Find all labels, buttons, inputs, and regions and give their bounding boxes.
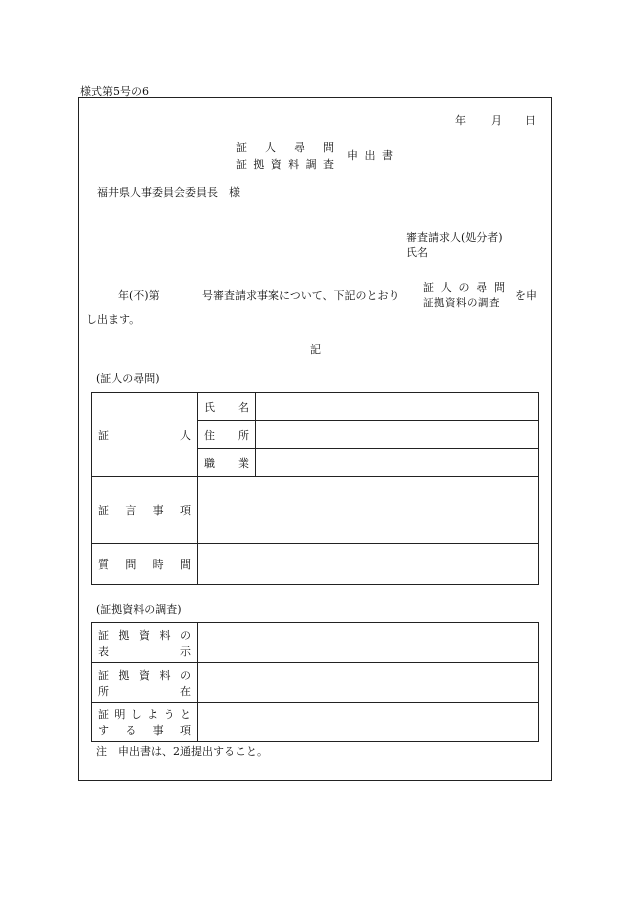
body-choice-2: 証拠資料の調査 [423,297,500,309]
requester-label: 審査請求人(処分者) [406,231,503,244]
occupation-label-cell: 職 業 [198,449,256,477]
testimony-value-cell[interactable] [198,477,539,544]
section2-heading: (証拠資料の調査) [96,603,182,616]
evidence-label-cell-1: 証 拠 資 料 の 表 示 [92,623,198,663]
body-choice-1: 証 人 の 尋 問 [423,281,505,294]
evidence-value-cell-2[interactable] [198,663,539,703]
requester-name-label: 氏名 [406,246,428,259]
title-suffix: 申 出 書 [347,149,393,162]
evidence-table [91,622,539,742]
occupation-value-cell[interactable] [256,449,539,477]
evidence-label-cell-3: 証 明 し よ う と す る 事 項 [92,703,198,742]
time-value-cell[interactable] [198,544,539,585]
body-middle: 号審査請求事案について、下記のとおり [202,289,400,302]
body-line-2: し出ます。 [86,313,141,326]
ki-heading: 記 [310,343,321,356]
address-value-cell[interactable] [256,421,539,449]
witness-table [91,392,539,585]
name-label-cell: 氏 名 [198,393,256,421]
title-line-2: 証 拠 資 料 調 査 [236,158,334,171]
section1-heading: (証人の尋問) [96,372,160,385]
date-year: 年 [455,114,466,127]
evidence-value-cell-1[interactable] [198,623,539,663]
address-label-cell: 住 所 [198,421,256,449]
witness-label-cell: 証 人 [92,393,198,477]
evidence-value-cell-3[interactable] [198,703,539,742]
addressee: 福井県人事委員会委員長 様 [97,186,240,199]
title-line-1: 証 人 尋 問 [236,141,334,154]
testimony-label-cell: 証 言 事 項 [92,477,198,544]
date-month: 月 [491,114,502,127]
body-prefix: 年(不)第 [118,289,160,302]
note: 注 申出書は、2通提出すること。 [96,745,268,758]
date-day: 日 [525,114,536,127]
time-label-cell: 質 問 時 間 [92,544,198,585]
evidence-label-cell-2: 証 拠 資 料 の 所 在 [92,663,198,703]
body-tail: を申 [515,289,537,302]
form-id: 様式第5号の6 [80,85,149,98]
name-value-cell[interactable] [256,393,539,421]
